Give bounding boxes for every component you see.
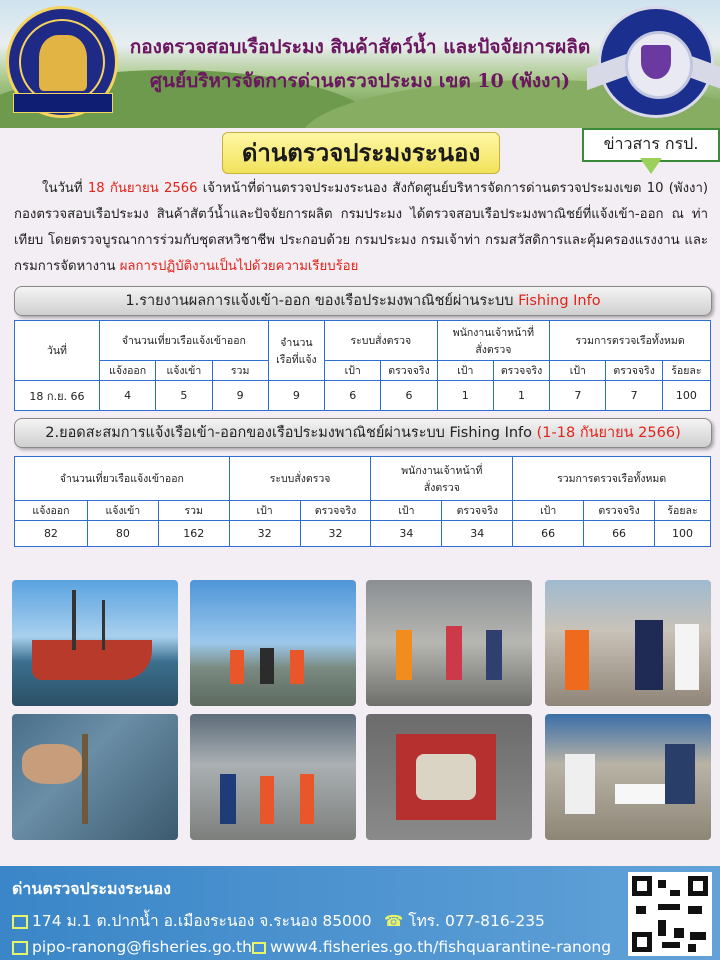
department-of-fisheries-seal (6, 6, 118, 118)
header-officer: พนักงานเจ้าหน้าที่ สั่งตรวจ (437, 321, 550, 361)
cell-sys-target: 32 (229, 521, 300, 547)
news-tag: ข่าวสาร กรป. (582, 128, 720, 162)
photo-officers-on-pier (190, 580, 356, 706)
cell-off-actual: 1 (493, 381, 549, 411)
sub-tot-target: เป้า (513, 501, 584, 521)
cell-out: 82 (15, 521, 88, 547)
cell-off-target: 1 (437, 381, 493, 411)
photo-officers-inspection (190, 714, 356, 840)
header-trips: จำนวนเที่ยวเรือแจ้งเข้าออก (99, 321, 268, 361)
footer-phone: ☎ โทร. 077-816-235 (384, 912, 545, 930)
sub-percent: ร้อยละ (662, 361, 710, 381)
qr-code[interactable] (628, 872, 712, 956)
sub-out: แจ้งออก (15, 501, 88, 521)
header-banner (0, 0, 720, 128)
header-system: ระบบสั่งตรวจ (229, 457, 371, 501)
cell-percent: 100 (655, 521, 711, 547)
cell-percent: 100 (662, 381, 710, 411)
photo-inspection-at-dock (366, 580, 532, 706)
header-total: รวมการตรวจเรือทั้งหมด (513, 457, 711, 501)
header-total: รวมการตรวจเรือทั้งหมด (550, 321, 711, 361)
sub-sum: รวม (212, 361, 268, 381)
cell-off-target: 34 (371, 521, 442, 547)
daily-report-table (14, 320, 711, 411)
cell-tot-target: 66 (513, 521, 584, 547)
cell-tot-actual: 66 (584, 521, 655, 547)
section2-range: (1-18 กันยายน 2566) (536, 425, 681, 441)
sub-off-actual: ตรวจจริง (442, 501, 513, 521)
sub-percent: ร้อยละ (655, 501, 711, 521)
phone-icon: ☎ (384, 912, 404, 930)
header-title-line2: ศูนย์บริหารจัดการด่านตรวจประมง เขต 10 (พังงา) (149, 70, 571, 92)
sub-in: แจ้งเข้า (87, 501, 158, 521)
photo-catch-hold (366, 714, 532, 840)
sub-out: แจ้งออก (99, 361, 155, 381)
cell-date: 18 ก.ย. 66 (15, 381, 100, 411)
sub-off-target: เป้า (371, 501, 442, 521)
arrow-down-icon (640, 158, 662, 174)
photo-document-check (545, 580, 711, 706)
sub-tot-actual: ตรวจจริง (606, 361, 662, 381)
cell-in: 5 (156, 381, 212, 411)
cell-sys-target: 6 (325, 381, 381, 411)
sub-sys-target: เป้า (229, 501, 300, 521)
table-row (15, 381, 711, 411)
map-icon (12, 915, 28, 929)
sub-sum: รวม (158, 501, 229, 521)
header-boat-count: จำนวน เรือที่แจ้ง (268, 321, 324, 381)
cell-boats: 9 (268, 381, 324, 411)
page-title: ด่านตรวจประมงระนอง (222, 132, 500, 174)
cell-sum: 9 (212, 381, 268, 411)
footer-title: ด่านตรวจประมงระนอง (12, 879, 171, 898)
photo-signing-documents (545, 714, 711, 840)
cell-off-actual: 34 (442, 521, 513, 547)
fishery-inspection-emblem (598, 6, 714, 118)
cell-tot-actual: 7 (606, 381, 662, 411)
report-date: 18 กันยายน 2566 (87, 181, 198, 196)
footer-email[interactable]: pipo-ranong@fisheries.go.th (12, 938, 252, 956)
cell-sys-actual: 32 (300, 521, 371, 547)
para-text-1: ในวันที่ (42, 181, 88, 196)
section1-system: Fishing Info (518, 293, 601, 309)
cell-sys-actual: 6 (381, 381, 437, 411)
section1-title: 1.รายงานผลการแจ้งเข้า-ออก ของเรือประมงพาณิชย์ผ่านระบบ Fishing Info (14, 286, 712, 316)
cell-in: 80 (87, 521, 158, 547)
header-officer: พนักงานเจ้าหน้าที่ สั่งตรวจ (371, 457, 513, 501)
sub-tot-target: เป้า (550, 361, 606, 381)
table-row (15, 521, 711, 547)
sub-in: แจ้งเข้า (156, 361, 212, 381)
result-text: ผลการปฏิบัติงานเป็นไปด้วยความเรียบร้อย (119, 259, 359, 274)
footer-address: 174 ม.1 ต.ปากน้ำ อ.เมืองระนอง จ.ระนอง 85000 (12, 908, 372, 933)
header-date: วันที่ (15, 321, 100, 381)
para-text-2: เจ้าหน้าที่ด่านตรวจประมงระนอง สังกัดศูนย์บริหารจัดการด่านตรวจประมงเขต 10 (พังงา) กองตรวจสอบเรือประมง สินค้าสัตว์น้ำและปัจจัยการผลิต กรมประมง ได้ตรวจสอบเรือประมงพาณิชย์ที่แจ้งเข้า-ออก ณ ท่าเทียบ โดยตรวจบูรณาการร่วมกับชุดสหวิชาชีพ ประกอบด้วย กรมประมง กรมเจ้าท่า กรมสวัสดิการและคุ้มครองแรงงาน และกรมการจัดหางาน (14, 181, 708, 274)
sub-sys-actual: ตรวจจริง (381, 361, 437, 381)
sub-off-target: เป้า (437, 361, 493, 381)
cell-out: 4 (99, 381, 155, 411)
email-icon (12, 941, 28, 955)
header-title-line1: กองตรวจสอบเรือประมง สินค้าสัตว์น้ำ และปัจจัยการผลิต (129, 36, 591, 58)
cell-sum: 162 (158, 521, 229, 547)
sub-tot-actual: ตรวจจริง (584, 501, 655, 521)
footer-website[interactable]: www4.fisheries.go.th/fishquarantine-ranong (252, 938, 611, 956)
sub-sys-actual: ตรวจจริง (300, 501, 371, 521)
header-system: ระบบสั่งตรวจ (325, 321, 438, 361)
report-paragraph (14, 176, 708, 280)
photo-fishing-boat (12, 580, 178, 706)
sub-off-actual: ตรวจจริง (493, 361, 549, 381)
header-trips: จำนวนเที่ยวเรือแจ้งเข้าออก (15, 457, 230, 501)
photo-fishing-net (12, 714, 178, 840)
computer-icon (252, 942, 266, 954)
sub-sys-target: เป้า (325, 361, 381, 381)
cumulative-report-table (14, 456, 711, 547)
section2-title: 2.ยอดสะสมการแจ้งเรือเข้า-ออกของเรือประมงพาณิชย์ผ่านระบบ Fishing Info (1-18 กันยายน 2566) (14, 418, 712, 448)
cell-tot-target: 7 (550, 381, 606, 411)
